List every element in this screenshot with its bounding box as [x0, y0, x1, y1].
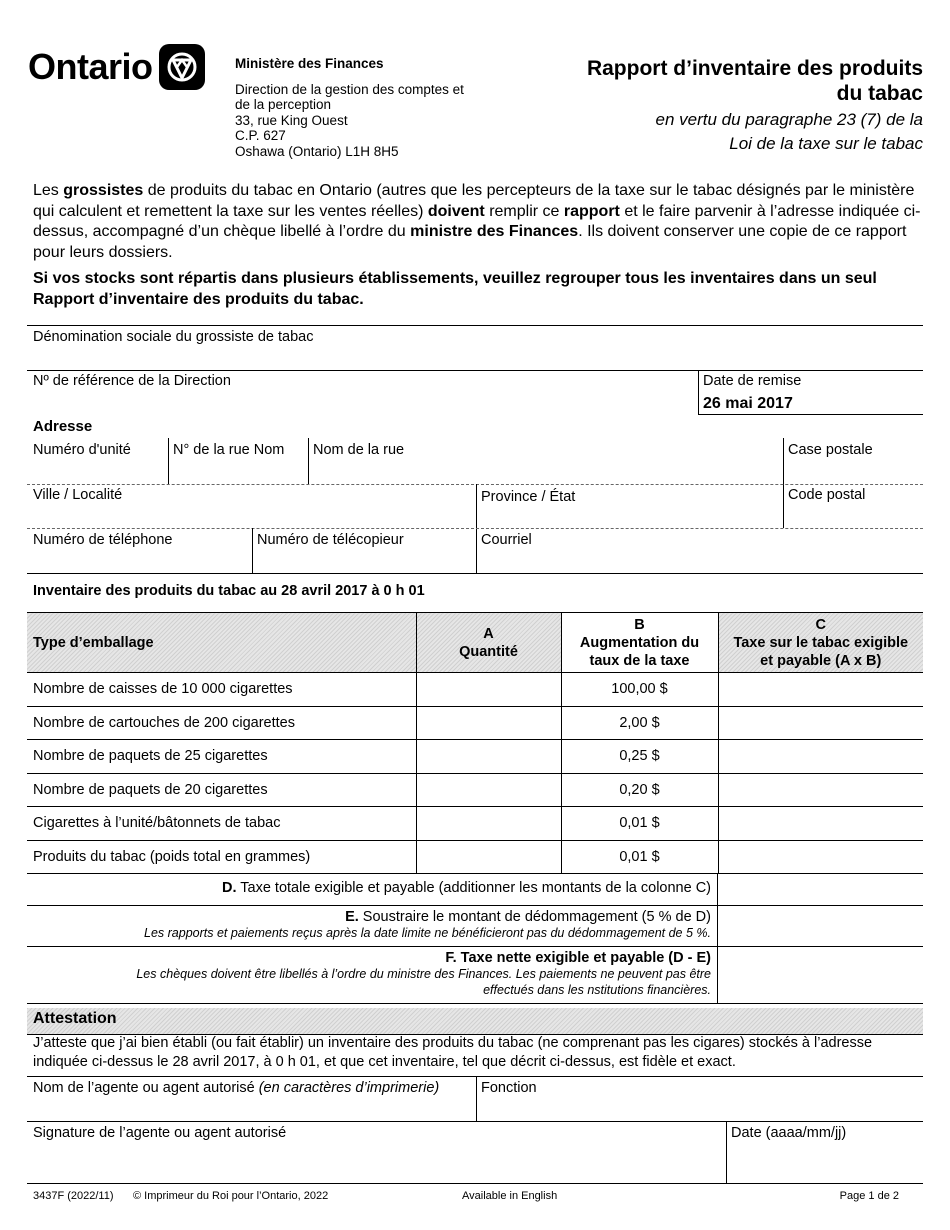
rate-value: 0,25 $ — [561, 740, 718, 774]
consolidation-notice: Si vos stocks sont répartis dans plusieurs établissements, veuillez regrouper tous les inventaires dans un seul Rapport d’inventaire des produits du tabac. — [33, 270, 877, 308]
column-c: C Taxe sur le tabac exigible et payable (A x B) — [718, 613, 923, 673]
agent-name-label: Nom de l’agente ou agent autorisé (en caractères d’imprimerie) — [33, 1080, 440, 1096]
reference-number-field[interactable] — [27, 390, 697, 414]
postal-code-label: Code postal — [788, 487, 866, 503]
tax-payable-input[interactable] — [718, 807, 923, 841]
column-b: B Augmentation du taux de la taxe — [561, 613, 718, 673]
form-number: 3437F (2022/11) — [33, 1190, 114, 1202]
attestation-text: J’atteste que j’ai bien établi (ou fait établir) un inventaire des produits du tabac (ne comprenant pas les cigares) stockés à l’adresse indiquée ci-dessus le 28 avril 2017, à 0 h 01, et que cet inventaire, tel que décrit ci-dessus, est fidèle et exact. — [33, 1035, 873, 1070]
rate-value: 0,20 $ — [561, 773, 718, 807]
address-line: 33, rue King Ouest — [235, 112, 348, 128]
table-row — [27, 773, 923, 807]
package-type: Nombre de paquets de 25 cigarettes — [27, 740, 416, 774]
quantity-input[interactable] — [416, 740, 561, 774]
quantity-input[interactable] — [416, 807, 561, 841]
legal-name-label: Dénomination sociale du grossiste de tabac — [33, 329, 314, 345]
total-d-input[interactable] — [718, 874, 923, 905]
address-line: Oshawa (Ontario) L1H 8H5 — [235, 143, 399, 159]
package-type: Nombre de paquets de 20 cigarettes — [27, 773, 416, 807]
address-line: Direction de la gestion des comptes et — [235, 81, 464, 97]
date-field[interactable] — [727, 1143, 923, 1183]
page-number: Page 1 de 2 — [839, 1190, 899, 1202]
email-label: Courriel — [481, 532, 532, 548]
tax-payable-input[interactable] — [718, 706, 923, 740]
po-box-label: Case postale — [788, 442, 873, 458]
address-line: de la perception — [235, 97, 332, 112]
total-e-input[interactable] — [718, 906, 923, 946]
column-type: Type d’emballage — [27, 613, 416, 673]
title-line-1: Rapport d’inventaire des produits — [586, 57, 923, 80]
total-e-label: E. Soustraire le montant de dédommagement (5 % de D) Les rapports et paiements reçus après la date limite ne bénéficieront pas du dédommagement de 5 %. — [144, 909, 711, 940]
total-f-label: F. Taxe nette exigible et payable (D - E) Les chèques doivent être libellés à l’ordre du ministre des Finances. Les paiements ne peuvent pas être effectués dans les nstitutions financières. — [136, 950, 711, 997]
ministry-address — [235, 56, 464, 159]
legal-name-field[interactable] — [27, 346, 923, 370]
city-label: Ville / Localité — [33, 487, 123, 503]
table-row — [27, 673, 923, 707]
street-number-label: N° de la rue Nom — [173, 442, 285, 458]
quantity-input[interactable] — [416, 673, 561, 707]
copyright: © Imprimeur du Roi pour l’Ontario, 2022 — [133, 1190, 329, 1202]
table-row — [27, 706, 923, 740]
quantity-input[interactable] — [416, 773, 561, 807]
tax-payable-input[interactable] — [718, 740, 923, 774]
address-heading: Adresse — [33, 418, 93, 435]
ministry-name: Ministère des Finances — [235, 56, 384, 71]
column-a: A Quantité — [416, 613, 561, 673]
table-row — [27, 740, 923, 774]
logo-text: Ontario — [28, 46, 153, 87]
function-field[interactable] — [477, 1098, 923, 1120]
attestation-heading: Attestation — [33, 1010, 117, 1027]
province-label: Province / État — [481, 489, 576, 505]
package-type: Nombre de cartouches de 200 cigarettes — [27, 706, 416, 740]
due-date-value: 26 mai 2017 — [703, 395, 793, 412]
address-line: C.P. 627 — [235, 128, 286, 143]
rate-value: 100,00 $ — [561, 673, 718, 707]
table-row — [27, 807, 923, 841]
intro-paragraph: Les grossistes de produits du tabac en Ontario (autres que les percepteurs de la taxe sur le tabac désignés par le ministère qui calculent et remettent la taxe sur les ventes réelles) doivent remplir ce rapport et le faire parvenir à l’adresse indiquée ci-dessus, accompagné d’un chèque libellé à l’ordre du ministre des Finances. Ils doivent conserver une copie de ce rapport pour leurs dossiers. — [33, 182, 921, 261]
rate-value: 0,01 $ — [561, 807, 718, 841]
trillium-icon — [159, 44, 205, 90]
form-title — [503, 56, 923, 154]
signature-label: Signature de l’agente ou agent autorisé — [33, 1125, 287, 1141]
date-label: Date (aaaa/mm/jj) — [731, 1125, 847, 1141]
title-line-2: du tabac — [836, 82, 923, 105]
quantity-input[interactable] — [416, 840, 561, 874]
tax-payable-input[interactable] — [718, 773, 923, 807]
due-date-label: Date de remise — [703, 373, 802, 389]
package-type: Produits du tabac (poids total en grammes) — [27, 840, 416, 874]
tax-payable-input[interactable] — [718, 840, 923, 874]
subtitle-line-2: Loi de la taxe sur le tabac — [729, 134, 923, 153]
inventory-heading: Inventaire des produits du tabac au 28 avril 2017 à 0 h 01 — [33, 583, 425, 599]
function-label: Fonction — [481, 1080, 537, 1096]
total-d-label: D. Taxe totale exigible et payable (additionner les montants de la colonne C) — [222, 880, 711, 896]
subtitle-line-1: en vertu du paragraphe 23 (7) de la — [655, 110, 923, 129]
total-f-input[interactable] — [718, 947, 923, 1003]
available-in-english: Available in English — [462, 1190, 558, 1202]
fax-label: Numéro de télécopieur — [257, 532, 404, 548]
package-type: Cigarettes à l’unité/bâtonnets de tabac — [27, 807, 416, 841]
attestation-heading-bar — [27, 1008, 923, 1034]
phone-label: Numéro de téléphone — [33, 532, 173, 548]
street-name-label: Nom de la rue — [313, 442, 405, 458]
quantity-input[interactable] — [416, 706, 561, 740]
inventory-table — [27, 612, 923, 874]
unit-number-label: Numéro d'unité — [33, 442, 131, 458]
rate-value: 0,01 $ — [561, 840, 718, 874]
table-row — [27, 840, 923, 874]
package-type: Nombre de caisses de 10 000 cigarettes — [27, 673, 416, 707]
agent-name-field[interactable] — [27, 1098, 475, 1120]
signature-field[interactable] — [27, 1143, 725, 1183]
tax-payable-input[interactable] — [718, 673, 923, 707]
reference-number-label: Nº de référence de la Direction — [33, 373, 231, 389]
ontario-logo — [28, 44, 205, 90]
rate-value: 2,00 $ — [561, 706, 718, 740]
